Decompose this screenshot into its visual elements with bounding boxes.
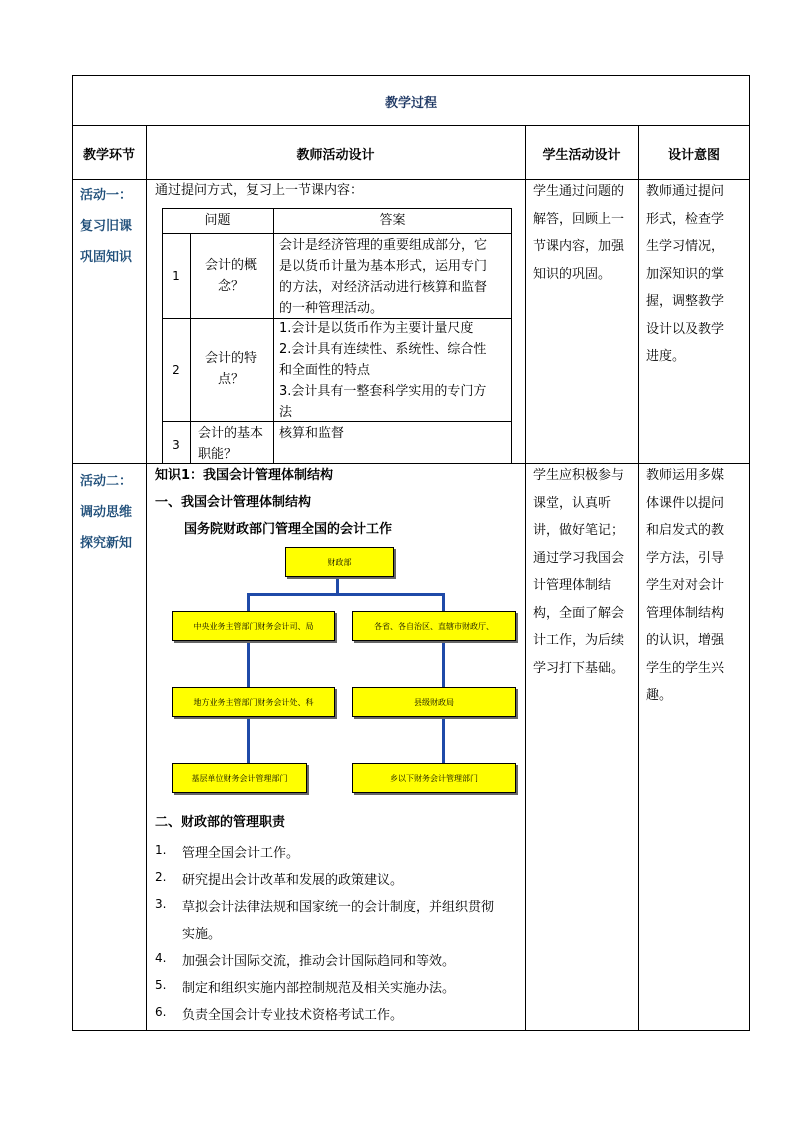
org-connector xyxy=(247,593,250,611)
duty-text: 管理全国会计工作。 xyxy=(182,846,300,861)
org-connector xyxy=(442,593,445,611)
qa-divider xyxy=(190,233,191,464)
org-box-township: 乡以下财务会计管理部门 xyxy=(352,763,516,793)
org-connector xyxy=(247,641,250,687)
duty-text: 制定和组织实施内部控制规范及相关实施办法。 xyxy=(182,981,456,996)
duty-number: 1. xyxy=(155,843,167,857)
org-box-local-dept: 地方业务主管部门财务会计处、科 xyxy=(172,687,335,717)
org-box-grassroots: 基层单位财务会计管理部门 xyxy=(172,763,307,793)
duty-text: 研究提出会计改革和发展的政策建议。 xyxy=(182,873,404,888)
col-divider xyxy=(638,125,639,1031)
duty-number: 6. xyxy=(155,1005,167,1019)
activity1-label: 活动一： 复习旧课 巩固知识 xyxy=(80,188,133,265)
qa-answer: 核算和监督 xyxy=(279,426,345,441)
duty-text: 负责全国会计专业技术资格考试工作。 xyxy=(182,1008,404,1023)
duty-text: 草拟会计法律法规和国家统一的会计制度，并组织贯彻 xyxy=(182,900,495,915)
qa-header-answer: 答案 xyxy=(379,213,406,228)
duty-number: 2. xyxy=(155,870,167,884)
header-teacher: 教师活动设计 xyxy=(296,148,375,163)
qa-answer: 会计是经济管理的重要组成部分，它 是以货币计量为基本形式，运用专门 的方法，对经济活动进行核算和监督 的一种管理活动。 xyxy=(279,238,488,316)
org-connector xyxy=(442,641,445,687)
org-connector xyxy=(442,717,445,763)
qa-question: 会计的基本职能？ xyxy=(198,426,264,462)
org-box-central-dept: 中央业务主管部门财务会计司、局 xyxy=(172,611,335,641)
section2-heading: 二、财政部的管理职责 xyxy=(155,815,286,830)
activity2-intent: 教师运用多媒 体课件以提问 和启发式的教 学方法，引导 学生对对会计 管理体制结构 的认识，增强 学生的学生兴 趣。 xyxy=(646,468,725,703)
activity1-intro: 通过提问方式，复习上一节课内容： xyxy=(155,183,364,198)
col-divider xyxy=(146,125,147,1031)
qa-question: 会计的概念？ xyxy=(204,258,257,294)
activity1-intent: 教师通过提问 形式，检查学 生学习情况， 加深知识的掌 握，调整教学 设计以及教学 进度。 xyxy=(646,184,725,364)
duty-number: 3. xyxy=(155,897,167,911)
table-title: 教学过程 xyxy=(384,96,437,111)
qa-row-number: 3 xyxy=(172,438,180,452)
header-intent: 设计意图 xyxy=(667,148,720,163)
activity1-student: 学生通过问题的 解答，回顾上一 节课内容，加强 知识的巩固。 xyxy=(533,184,625,282)
duty-number: 4. xyxy=(155,951,167,965)
qa-divider xyxy=(162,233,512,234)
qa-row-number: 1 xyxy=(172,269,180,283)
chart-subtitle: 国务院财政部门管理全国的会计工作 xyxy=(184,522,393,537)
qa-question: 会计的特点？ xyxy=(204,351,257,387)
row-divider xyxy=(72,125,750,126)
duty-text: 实施。 xyxy=(182,927,222,942)
knowledge-heading: 知识1：我国会计管理体制结构 xyxy=(155,468,334,483)
activity2-student: 学生应积极参与 课堂，认真听 讲，做好笔记； 通过学习我国会 计管理体制结 构，全面了解会 计工作，为后续 学习打下基础。 xyxy=(533,468,625,676)
org-box-provincial: 各省、各自治区、直辖市财政厅、 xyxy=(352,611,516,641)
activity2-label: 活动二： 调动思维 探究新知 xyxy=(80,474,133,551)
header-stage: 教学环节 xyxy=(82,148,135,163)
qa-header-question: 问题 xyxy=(204,213,231,228)
section1-heading: 一、我国会计管理体制结构 xyxy=(155,495,312,510)
qa-row-number: 2 xyxy=(172,363,180,377)
qa-answer: 1.会计是以货币作为主要计量尺度 2.会计具有连续性、系统性、综合性 和全面性的特点 3.会计具有一整套科学实用的专门方 法 xyxy=(279,321,487,420)
org-box-ministry: 财政部 xyxy=(285,547,394,577)
duty-text: 加强会计国际交流，推动会计国际趋同和等效。 xyxy=(182,954,456,969)
qa-divider xyxy=(273,208,274,464)
duty-number: 5. xyxy=(155,978,167,992)
col-divider xyxy=(525,125,526,1031)
org-connector xyxy=(247,717,250,763)
header-student: 学生活动设计 xyxy=(542,148,621,163)
org-connector xyxy=(247,593,445,596)
org-box-county: 县级财政局 xyxy=(352,687,516,717)
